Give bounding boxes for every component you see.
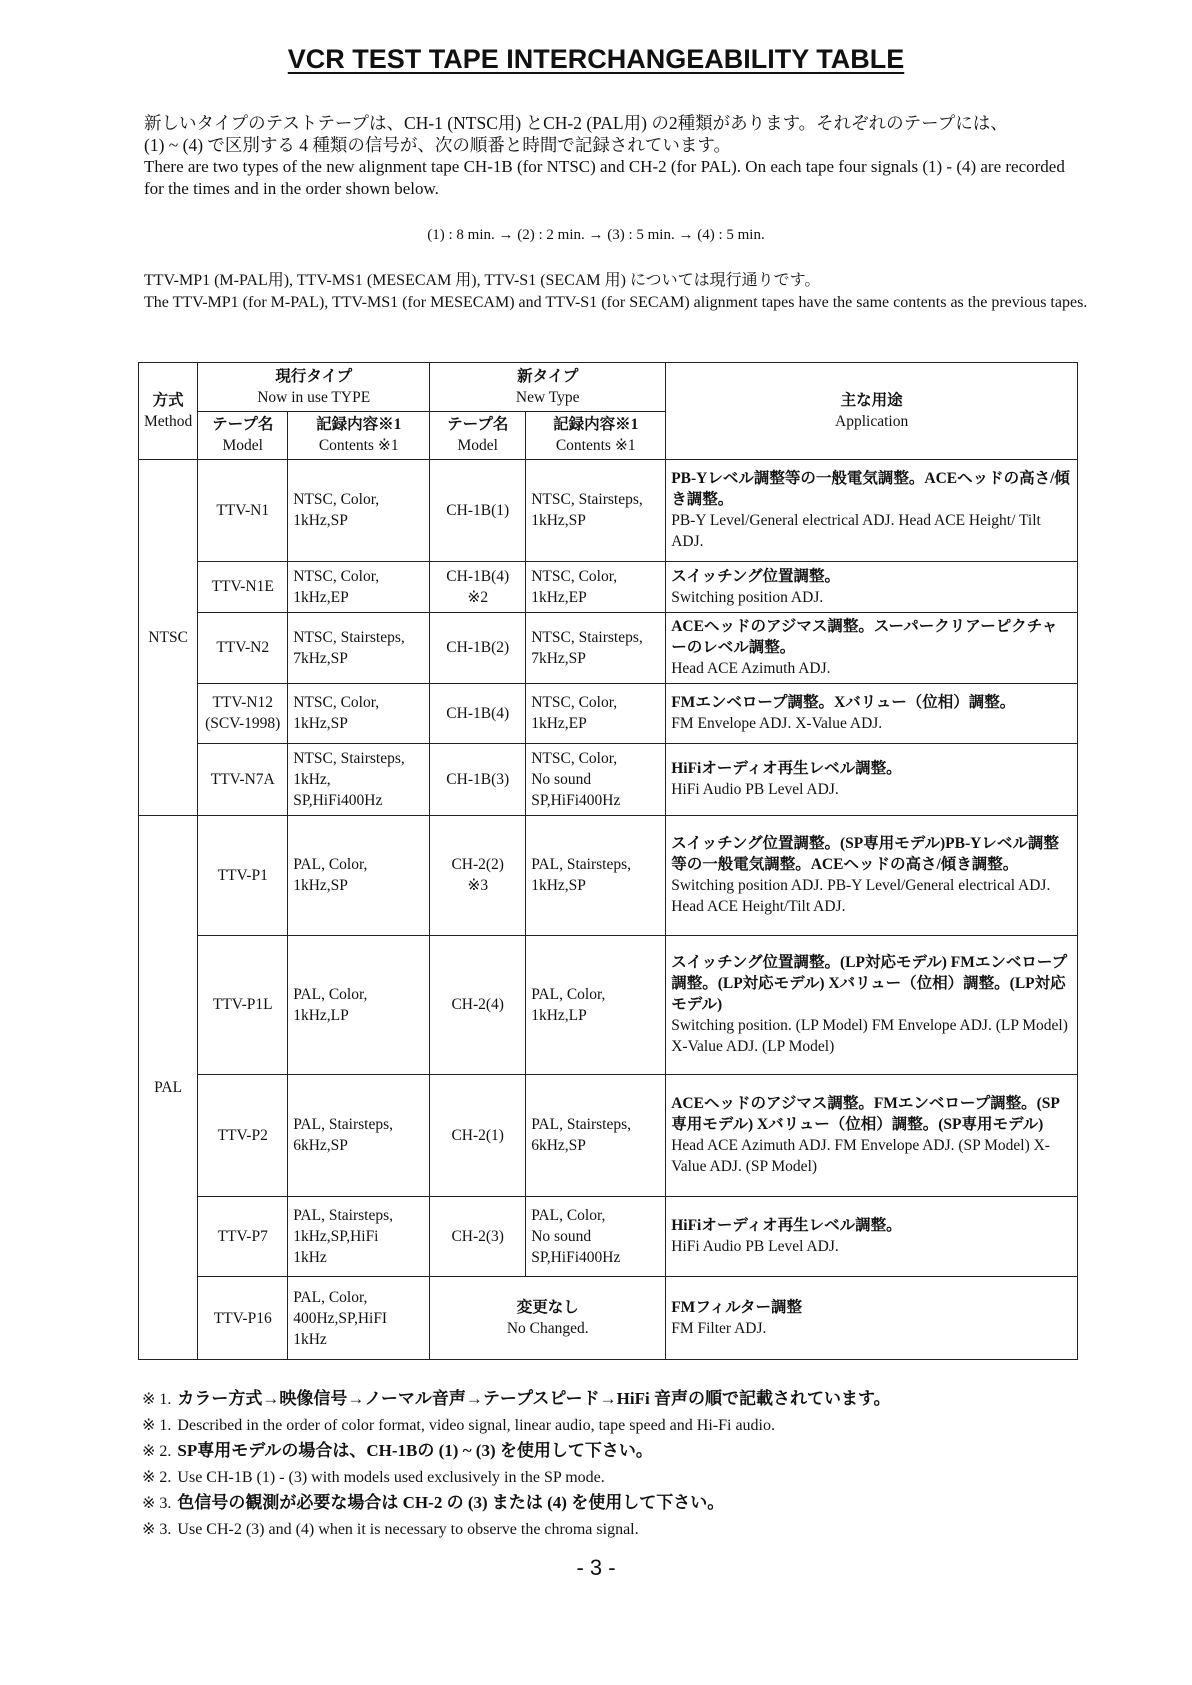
application-cell — [666, 815, 1078, 935]
model-cell — [198, 561, 288, 613]
new-contents-line: 1kHz,SP — [531, 877, 586, 895]
header-now-contents-jp: 記録内容※1 — [316, 416, 402, 434]
model-cell — [198, 1277, 288, 1360]
model-name: TTV-N2 — [216, 639, 270, 657]
header-app-en: Application — [835, 413, 909, 431]
contents-line: 1kHz — [293, 1248, 327, 1266]
application-en: Head ACE Azimuth ADJ. — [671, 660, 831, 678]
header-now-jp: 現行タイプ — [275, 367, 353, 385]
application-jp: スイッチング位置調整。(LP対応モデル) FMエンベロープ調整。(LP対応モデル) Xバリュー（位相）調整。(LP対応モデル) — [671, 954, 1068, 1014]
contents-line: NTSC, Color, — [293, 694, 380, 712]
intro-jp-line2: (1) ~ (4) で区別する 4 種類の信号が、次の順番と時間で記録されています。 — [144, 135, 732, 155]
application-jp: スイッチング位置調整。 — [671, 567, 841, 585]
new-model-cell — [430, 613, 526, 683]
new-contents-line: PAL, Color, — [531, 1206, 606, 1224]
footnote-mark: ※ 3. — [142, 1520, 172, 1538]
previous-tapes-note — [144, 270, 1088, 314]
footnote-mark: ※ 1. — [142, 1391, 172, 1408]
new-contents-cell — [526, 683, 666, 743]
application-jp: ACEヘッドのアジマス調整。スーパークリアーピクチャーのレベル調整。 — [671, 618, 1058, 657]
footnote — [142, 1386, 1102, 1413]
header-now-contents — [288, 411, 430, 460]
footnote-mark: ※ 2. — [142, 1443, 172, 1460]
header-now-contents-en: Contents ※1 — [318, 437, 399, 455]
new-contents-line: NTSC, Color, — [531, 694, 618, 712]
contents-line: 6kHz,SP — [293, 1137, 348, 1155]
application-cell — [666, 1196, 1078, 1277]
application-cell — [666, 743, 1078, 815]
new-contents-cell — [526, 460, 666, 561]
application-en: HiFi Audio PB Level ADJ. — [671, 1238, 839, 1256]
interchangeability-table — [138, 362, 1078, 1360]
model-cell — [198, 683, 288, 743]
intro-paragraph — [144, 112, 1088, 200]
note-jp: TTV-MP1 (M-PAL用), TTV-MS1 (MESECAM 用), TTV-S1 (SECAM 用) については現行通りです。 — [144, 272, 821, 289]
application-cell — [666, 935, 1078, 1074]
new-model-name: CH-1B(1) — [446, 501, 510, 519]
no-change-en: No Changed. — [506, 1320, 589, 1338]
header-app-jp: 主な用途 — [840, 392, 903, 410]
footnote-text: Use CH-2 (3) and (4) when it is necessary to observe the chroma signal. — [177, 1520, 639, 1538]
contents-line: 1kHz,SP — [293, 877, 348, 895]
contents-line: 1kHz, — [293, 770, 331, 788]
contents-line: 1kHz,EP — [293, 588, 349, 606]
application-en: PB-Y Level/General electrical ADJ. Head ACE Height/ Tilt ADJ. — [671, 512, 1041, 551]
application-en: Switching position ADJ. PB-Y Level/General electrical ADJ. Head ACE Height/Tilt ADJ. — [671, 877, 1051, 916]
signal-sequence: (1) : 8 min. → (2) : 2 min. → (3) : 5 min. → (4) : 5 min. — [427, 227, 765, 243]
application-en: FM Filter ADJ. — [671, 1320, 767, 1338]
table-row — [139, 683, 1078, 743]
footnote-text: Described in the order of color format, video signal, linear audio, tape speed and Hi-Fi audio. — [177, 1416, 775, 1434]
model-name: TTV-P2 — [217, 1126, 268, 1144]
footnote-mark: ※ 1. — [142, 1416, 172, 1434]
table-row — [139, 613, 1078, 683]
contents-line: NTSC, Color, — [293, 567, 380, 585]
application-en: FM Envelope ADJ. X-Value ADJ. — [671, 715, 883, 733]
new-model-cell — [430, 815, 526, 935]
new-contents-line: NTSC, Stairsteps, — [531, 491, 643, 509]
header-application — [666, 363, 1078, 460]
new-model-name: CH-2(4) — [451, 996, 504, 1014]
model-name: TTV-N12 — [212, 694, 273, 712]
contents-line: PAL, Color, — [293, 985, 368, 1003]
application-en: Switching position. (LP Model) FM Envelope ADJ. (LP Model) X-Value ADJ. (LP Model) — [671, 1017, 1068, 1056]
new-model-cell — [430, 683, 526, 743]
new-contents-cell — [526, 561, 666, 613]
contents-line: 1kHz,SP — [293, 715, 348, 733]
contents-line: NTSC, Color, — [293, 491, 380, 509]
header-new-type — [430, 363, 666, 412]
header-now-type — [198, 363, 430, 412]
table-row — [139, 743, 1078, 815]
contents-line: NTSC, Stairsteps, — [293, 628, 405, 646]
model-name: TTV-P7 — [217, 1227, 268, 1245]
new-model-cell — [430, 561, 526, 613]
application-jp: HiFiオーディオ再生レベル調整。 — [671, 1217, 902, 1235]
model-name: TTV-P16 — [213, 1309, 272, 1327]
footnote-text: 色信号の観測が必要な場合は CH-2 の (3) または (4) を使用して下さい。 — [177, 1493, 725, 1512]
no-change-jp: 変更なし — [516, 1299, 579, 1317]
new-model-cell — [430, 1196, 526, 1277]
model-cell — [198, 1074, 288, 1196]
new-model-name: CH-1B(3) — [446, 770, 510, 788]
page-number: - 3 - — [576, 1555, 616, 1580]
header-new-model-jp: テープ名 — [447, 416, 509, 434]
contents-cell — [288, 683, 430, 743]
contents-line: 1kHz,LP — [293, 1006, 349, 1024]
header-new-model-en: Model — [457, 437, 498, 455]
new-model-name: CH-2(1) — [451, 1126, 504, 1144]
table-row — [139, 561, 1078, 613]
new-model-cell — [430, 743, 526, 815]
table-row — [139, 1277, 1078, 1360]
header-new-contents-jp: 記録内容※1 — [553, 416, 639, 434]
application-cell — [666, 613, 1078, 683]
no-change-cell — [430, 1277, 666, 1360]
new-contents-line: 1kHz,SP — [531, 512, 586, 530]
contents-cell — [288, 1074, 430, 1196]
new-contents-cell — [526, 935, 666, 1074]
new-contents-line: PAL, Stairsteps, — [531, 1116, 631, 1134]
new-contents-line: No sound — [531, 770, 592, 788]
new-model-name: CH-1B(4) — [446, 567, 510, 585]
header-method-en: Method — [144, 413, 193, 431]
model-alt-name: (SCV-1998) — [205, 715, 281, 733]
contents-cell — [288, 935, 430, 1074]
header-now-en: Now in use TYPE — [257, 388, 371, 406]
new-contents-line: 7kHz,SP — [531, 649, 586, 667]
application-jp: FMフィルター調整 — [671, 1299, 802, 1317]
new-contents-line: 1kHz,LP — [531, 1006, 587, 1024]
footnote — [142, 1490, 1102, 1517]
footnotes — [142, 1386, 1102, 1542]
contents-line: 1kHz,SP — [293, 512, 348, 530]
contents-cell — [288, 460, 430, 561]
note-en: The TTV-MP1 (for M-PAL), TTV-MS1 (for MESECAM) and TTV-S1 (for SECAM) alignment tapes have the same contents as the previous tapes. — [144, 294, 1088, 311]
new-model-note: ※3 — [467, 877, 489, 895]
contents-line: PAL, Stairsteps, — [293, 1206, 393, 1224]
application-jp: ACEヘッドのアジマス調整。FMエンベロープ調整。(SP専用モデル) Xバリュー（位相）調整。(SP専用モデル) — [671, 1095, 1060, 1134]
model-name: TTV-N1E — [211, 578, 274, 596]
new-contents-line: NTSC, Color, — [531, 749, 618, 767]
application-en: HiFi Audio PB Level ADJ. — [671, 781, 839, 799]
contents-cell — [288, 815, 430, 935]
header-method-jp: 方式 — [152, 392, 184, 410]
contents-cell — [288, 1196, 430, 1277]
header-new-model — [430, 411, 526, 460]
method-ntsc: NTSC — [139, 460, 198, 816]
title-text: VCR TEST TAPE INTERCHANGEABILITY TABLE — [287, 44, 905, 74]
header-now-model — [198, 411, 288, 460]
method-pal: PAL — [139, 815, 198, 1359]
header-new-jp: 新タイプ — [517, 367, 579, 385]
contents-line: 7kHz,SP — [293, 649, 348, 667]
model-cell — [198, 613, 288, 683]
application-cell — [666, 683, 1078, 743]
new-contents-line: NTSC, Stairsteps, — [531, 628, 643, 646]
model-name: TTV-N7A — [210, 770, 275, 788]
intro-en: There are two types of the new alignment tape CH-1B (for NTSC) and CH-2 (for PAL). On each tape four signals (1) - (4) are recorded for the times and in the order shown below. — [144, 157, 1065, 198]
model-name: TTV-P1 — [217, 866, 268, 884]
new-contents-line: SP,HiFi400Hz — [531, 791, 621, 809]
contents-line: 1kHz — [293, 1330, 327, 1348]
new-model-cell — [430, 935, 526, 1074]
model-cell — [198, 1196, 288, 1277]
header-new-contents-en: Contents ※1 — [555, 437, 636, 455]
new-contents-line: No sound — [531, 1227, 592, 1245]
footnote — [142, 1413, 1102, 1439]
application-cell — [666, 1074, 1078, 1196]
table-row — [139, 1196, 1078, 1277]
contents-line: PAL, Color, — [293, 1288, 368, 1306]
application-jp: スイッチング位置調整。(SP専用モデル)PB-Yレベル調整等の一般電気調整。ACEヘッドの高さ/傾き調整。 — [671, 835, 1059, 874]
model-cell — [198, 935, 288, 1074]
application-jp: FMエンベロープ調整。Xバリュー（位相）調整。 — [671, 694, 1016, 712]
intro-jp-line1: 新しいタイプのテストテープは、CH-1 (NTSC用) とCH-2 (PAL用) の2種類があります。それぞれのテープには、 — [144, 113, 1008, 133]
application-cell — [666, 1277, 1078, 1360]
contents-cell — [288, 743, 430, 815]
application-en: Head ACE Azimuth ADJ. FM Envelope ADJ. (SP Model) X-Value ADJ. (SP Model) — [671, 1137, 1050, 1176]
new-model-name: CH-1B(4) — [446, 704, 510, 722]
new-contents-cell — [526, 1074, 666, 1196]
new-contents-line: PAL, Color, — [531, 985, 606, 1003]
footnote-text: Use CH-1B (1) - (3) with models used exclusively in the SP mode. — [177, 1468, 605, 1486]
contents-line: NTSC, Stairsteps, — [293, 749, 405, 767]
new-contents-line: SP,HiFi400Hz — [531, 1248, 621, 1266]
new-model-cell — [430, 460, 526, 561]
new-contents-cell — [526, 1196, 666, 1277]
new-model-note: ※2 — [467, 588, 489, 606]
model-name: TTV-P1L — [212, 996, 273, 1014]
model-cell — [198, 743, 288, 815]
model-name: TTV-N1 — [216, 501, 270, 519]
new-contents-cell — [526, 815, 666, 935]
new-contents-cell — [526, 613, 666, 683]
new-model-cell — [430, 1074, 526, 1196]
application-jp: HiFiオーディオ再生レベル調整。 — [671, 760, 902, 778]
header-new-contents — [526, 411, 666, 460]
contents-line: PAL, Color, — [293, 856, 368, 874]
table-row — [139, 1074, 1078, 1196]
new-contents-line: 1kHz,EP — [531, 588, 587, 606]
application-en: Switching position ADJ. — [671, 588, 824, 606]
footnote-text: SP専用モデルの場合は、CH-1Bの (1) ~ (3) を使用して下さい。 — [177, 1441, 653, 1460]
table-row — [139, 460, 1078, 561]
footnote — [142, 1517, 1102, 1543]
header-new-en: New Type — [515, 388, 580, 406]
application-cell — [666, 460, 1078, 561]
new-contents-line: PAL, Stairsteps, — [531, 856, 631, 874]
application-jp: PB-Yレベル調整等の一般電気調整。ACEヘッドの高さ/傾き調整。 — [671, 470, 1070, 509]
contents-cell — [288, 561, 430, 613]
new-contents-line: NTSC, Color, — [531, 567, 618, 585]
contents-line: 400Hz,SP,HiFI — [293, 1309, 388, 1327]
footnote-mark: ※ 3. — [142, 1495, 172, 1512]
new-contents-line: 1kHz,EP — [531, 715, 587, 733]
header-method — [139, 363, 198, 460]
footnote-text: カラー方式→映像信号→ノーマル音声→テープスピード→HiFi 音声の順で記載されています。 — [177, 1389, 891, 1408]
table-body — [139, 460, 1078, 1360]
contents-line: PAL, Stairsteps, — [293, 1116, 393, 1134]
footnote — [142, 1438, 1102, 1465]
new-model-name: CH-2(2) — [451, 856, 504, 874]
table-row — [139, 815, 1078, 935]
new-model-name: CH-1B(2) — [446, 639, 510, 657]
new-model-name: CH-2(3) — [451, 1227, 504, 1245]
model-cell — [198, 460, 288, 561]
header-now-model-jp: テープ名 — [212, 416, 274, 434]
footnote — [142, 1465, 1102, 1491]
table-row — [139, 935, 1078, 1074]
footnote-mark: ※ 2. — [142, 1468, 172, 1486]
header-now-model-en: Model — [222, 437, 263, 455]
contents-cell — [288, 1277, 430, 1360]
page-title — [0, 44, 1192, 75]
model-cell — [198, 815, 288, 935]
contents-cell — [288, 613, 430, 683]
new-contents-cell — [526, 743, 666, 815]
application-cell — [666, 561, 1078, 613]
contents-line: SP,HiFi400Hz — [293, 791, 383, 809]
new-contents-line: 6kHz,SP — [531, 1137, 586, 1155]
contents-line: 1kHz,SP,HiFi — [293, 1227, 379, 1245]
